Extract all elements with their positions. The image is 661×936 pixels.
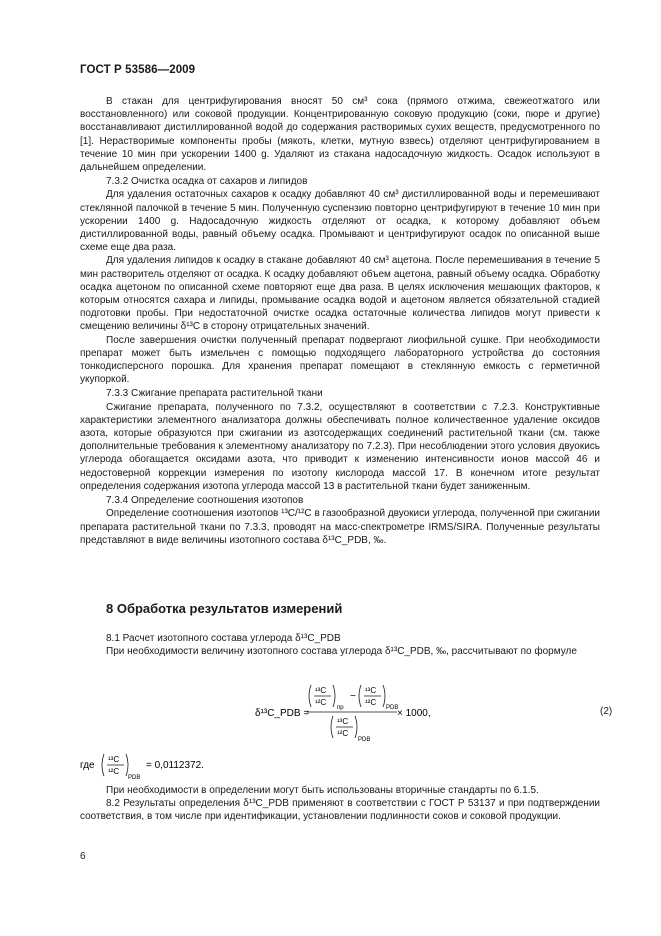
svg-text:−: − (350, 691, 356, 702)
svg-text:¹³C: ¹³C (337, 717, 349, 726)
formula-lhs: δ¹³C_PDB = (255, 708, 310, 719)
formula-denominator (331, 716, 370, 743)
paragraph: В стакан для центрифугирования вносят 50 см³ сока (прямого отжима, свежеотжатого или восстановленного) или соковой продукции. Концентрированную соковую продукцию (соки, пюре и другие) восстанавливают дистиллированной водой до содержания растворимых сухих веществ, предусмотренного по [1]. Нерастворимые компоненты пробы (мякоть, клетки, мутную взвесь) отделяют центрифугированием в течение 10 мин при ускорении 1400 g. Удаляют из стакана надосадочную жидкость. Осадок используют в дальнейшем определении. (80, 96, 600, 174)
svg-text:PDB: PDB (358, 737, 371, 743)
formula-delta-13c (255, 682, 435, 744)
paragraph: После завершения очистки полученный препарат подвергают лиофильной сушке. При необходимости препарат может быть измельчен с помощью подходящего лабораторного устройства до состояния тонкодисперсного порошка. Для хранения препарат помещают в стеклянную емкость с герметичной укупоркой. (80, 334, 600, 386)
svg-text:¹²C: ¹²C (315, 698, 327, 707)
document-header: ГОСТ Р 53586—2009 (80, 64, 196, 76)
subsection-title: 8.1 Расчет изотопного состава углерода δ¹³C_PDB (106, 633, 341, 644)
svg-text:¹³C: ¹³C (315, 686, 327, 695)
paragraph: Сжигание препарата, полученного по 7.3.2, осуществляют в соответствии с 7.2.3. Конструктивные характеристики элементного анализатора должны обеспечивать полное количественное удаление оксидов азота, которые образуются при сжигании из азотсодержащих соединений растительной ткани (см. также дополнительные требования к элементному анализатору по 7.2.3). При несоблюдении этого условия двуокись углерода обогащается оксидами азота, что приводит к изменению интенсивности ионов массой 46 и недостоверной коррекции измерения по изотопу кислорода массой 17. В конечном итоге результат определения содержания изотопа углерода массой 13 в растительной ткани будет заниженным. (80, 401, 600, 492)
svg-text:где: где (80, 760, 95, 771)
svg-text:¹²C: ¹²C (337, 729, 349, 738)
svg-text:¹²C: ¹²C (365, 698, 377, 707)
formula-tail: × 1000, (397, 708, 431, 719)
svg-text:¹³C: ¹³C (365, 686, 377, 695)
section-7-body (80, 95, 600, 547)
sample-subscript: пр (337, 705, 344, 711)
paragraph: Для удаления липидов к осадку в стакане добавляют 40 см³ ацетона. После перемешивания в течение 5 мин растворитель отделяют от осадка. К осадку добавляют объем ацетона, равный объему осадка. Обработку осадка ацетоном по описанной схеме повторяют еще два раза. В целях исключения мешающих факторов, к которым относятся сахара и липиды, промывание осадка водой и ацетоном является обязательной стадией подготовки пробы. При недостаточной очистке осадка остаточные количества липидов могут привести к смещению величины δ¹³C в сторону отрицательных значений. (80, 255, 600, 333)
svg-text:¹²C: ¹²C (108, 767, 120, 776)
where-clause (80, 752, 280, 782)
paragraph: При необходимости величину изотопного состава углерода δ¹³C_PDB, ‰, рассчитывают по формуле (106, 646, 577, 658)
section-8-1 (80, 632, 600, 658)
paragraph: 8.2 Результаты определения δ¹³C_PDB применяют в соответствии с ГОСТ Р 53137 и при подтверждении соответствия, в том числе при идентификации, установлении подлинности соков и соковой продукции. (80, 798, 600, 823)
paragraph: При необходимости в определении могут быть использованы вторичные стандарты по 6.1.5. (106, 785, 539, 796)
svg-text:PDB: PDB (128, 775, 141, 781)
svg-text:¹³C: ¹³C (108, 755, 120, 764)
subsection-title: 7.3.3 Сжигание препарата растительной ткани (106, 388, 323, 400)
page-number: 6 (80, 851, 86, 862)
formula-numerator (309, 685, 398, 711)
section-title: 8 Обработка результатов измерений (106, 601, 343, 616)
where-value: = 0,0112372. (146, 760, 204, 771)
subsection-title: 7.3.2 Очистка осадка от сахаров и липидов (106, 176, 308, 188)
paragraph: Для удаления остаточных сахаров к осадку добавляют 40 см³ дистиллированной воды и перемешивают стеклянной палочкой в течение 5 мин. Полученную суспензию повторно центрифугируют в течение 10 мин при ускорении 1400 g. Надосадочную жидкость отделяют от осадка, к которому добавляют объем дистиллированной воды, равный объему осадка. Промывают и центрифугируют осадок по описанной выше схеме еще два раза. (80, 189, 600, 254)
subsection-title: 7.3.4 Определение соотношения изотопов (106, 495, 304, 507)
formula-number: (2) (600, 706, 613, 717)
section-8-2 (80, 784, 600, 824)
ref-subscript: PDB (386, 705, 399, 711)
paragraph: Определение соотношения изотопов ¹³C/¹²C в газообразной двуокиси углерода, полученной при сжигании препарата растительной ткани по 7.3.3, проводят на масс-спектрометре IRMS/SIRA. Полученные результаты представляют в виде величины изотопного состава δ¹³C_PDB, ‰. (80, 508, 600, 546)
